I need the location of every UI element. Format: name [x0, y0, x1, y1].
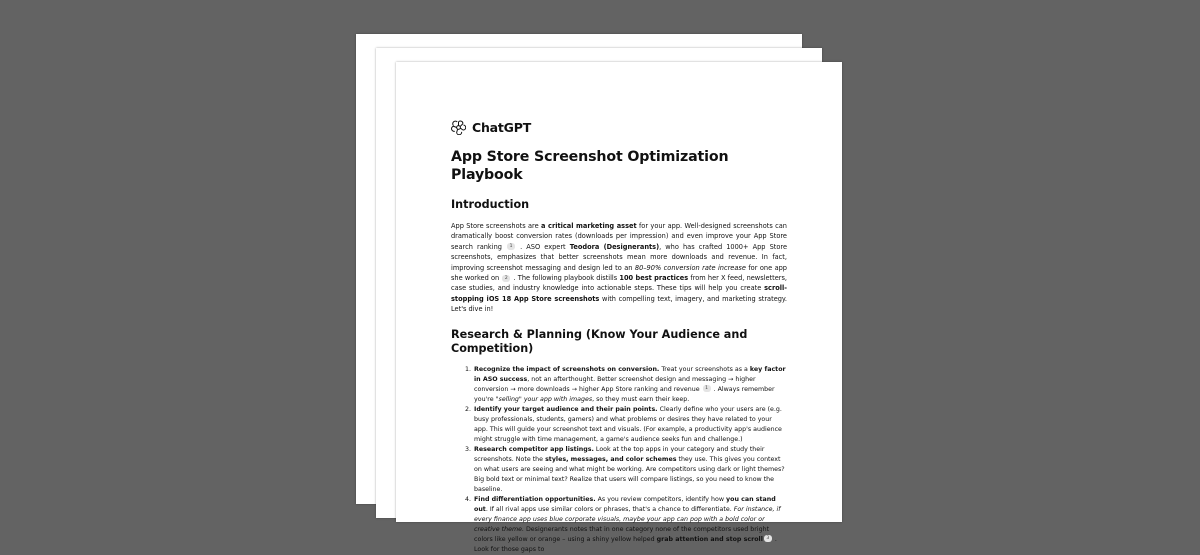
list-item: 1. Recognize the impact of screenshots on conversion. Treat your screenshots as a key factor in ASO success, not an afterthought. Better screenshot design and messaging → higher conversion → more downloads → higher App Store ranking and revenue 1 . Always remember you're "selling" your app with images, so they must earn their keep. [473, 365, 787, 405]
list-item: 4. Find differentiation opportunities. As you review competitors, identify how you can stand out. If all rival apps use similar colors or phrases, that's a chance to differentiate. For instance, if every finance app uses blue corporate visuals, maybe your app can pop with a bold color or creative theme. Designerants notes that in one category none of the competitors used bright colors like yellow or orange – using a shiny yellow helped grab attention and stop scroll 3 . Look for those gaps to [473, 495, 787, 555]
page-content [451, 118, 787, 555]
research-heading: Research & Planning (Know Your Audience and Competition) [451, 327, 748, 355]
brand-header [451, 118, 787, 136]
citation-badge[interactable]: 2 [502, 275, 510, 282]
citation-badge[interactable]: 1 [507, 243, 515, 250]
citation-badge[interactable]: 1 [703, 385, 711, 392]
intro-heading: Introduction [451, 198, 530, 211]
openai-logo-icon [451, 120, 466, 135]
research-list [451, 365, 787, 555]
citation-badge[interactable]: 3 [764, 535, 772, 542]
document-title: App Store Screenshot Optimization Playbook [451, 149, 729, 183]
list-item: 3. Research competitor app listings. Look at the top apps in your category and study their screenshots. Note the styles, messages, and color schemes they use. This gives you context on what users are seeing and what might be working. Are competitors using dark or light themes? Big bold text or minimal text? Realize that users will compare listings, so you need to know the baseline. [473, 445, 787, 495]
document-page [396, 62, 842, 553]
brand-name: ChatGPT [472, 119, 532, 135]
intro-paragraph: App Store screenshots are a critical marketing asset for your app. Well-designed screenshots can dramatically boost conversion rates (downloads per impression) and even improve your App Store search ranking 1 . ASO expert Teodora (Designerants), who has crafted 1000+ App Store screenshots, emphasizes that better screenshots mean more downloads and revenue. In fact, improving screenshot messaging and design led to an 80–90% conversion rate increase for one app she worked on 2 . The following playbook distills 100 best practices from her X feed, newsletters, case studies, and industry knowledge into actionable steps. These tips will help you create scroll-stopping iOS 18 App Store screenshots with compelling text, imagery, and marketing strategy. Let's dive in! [451, 222, 787, 314]
list-item: 2. Identify your target audience and their pain points. Clearly define who your users are (e.g. busy professionals, students, gamers) and what problems or desires they have related to your app. This will guide your screenshot text and visuals. (For example, a productivity app's audience might struggle with time management, a game's audience seeks fun and challenge.) [473, 405, 787, 445]
